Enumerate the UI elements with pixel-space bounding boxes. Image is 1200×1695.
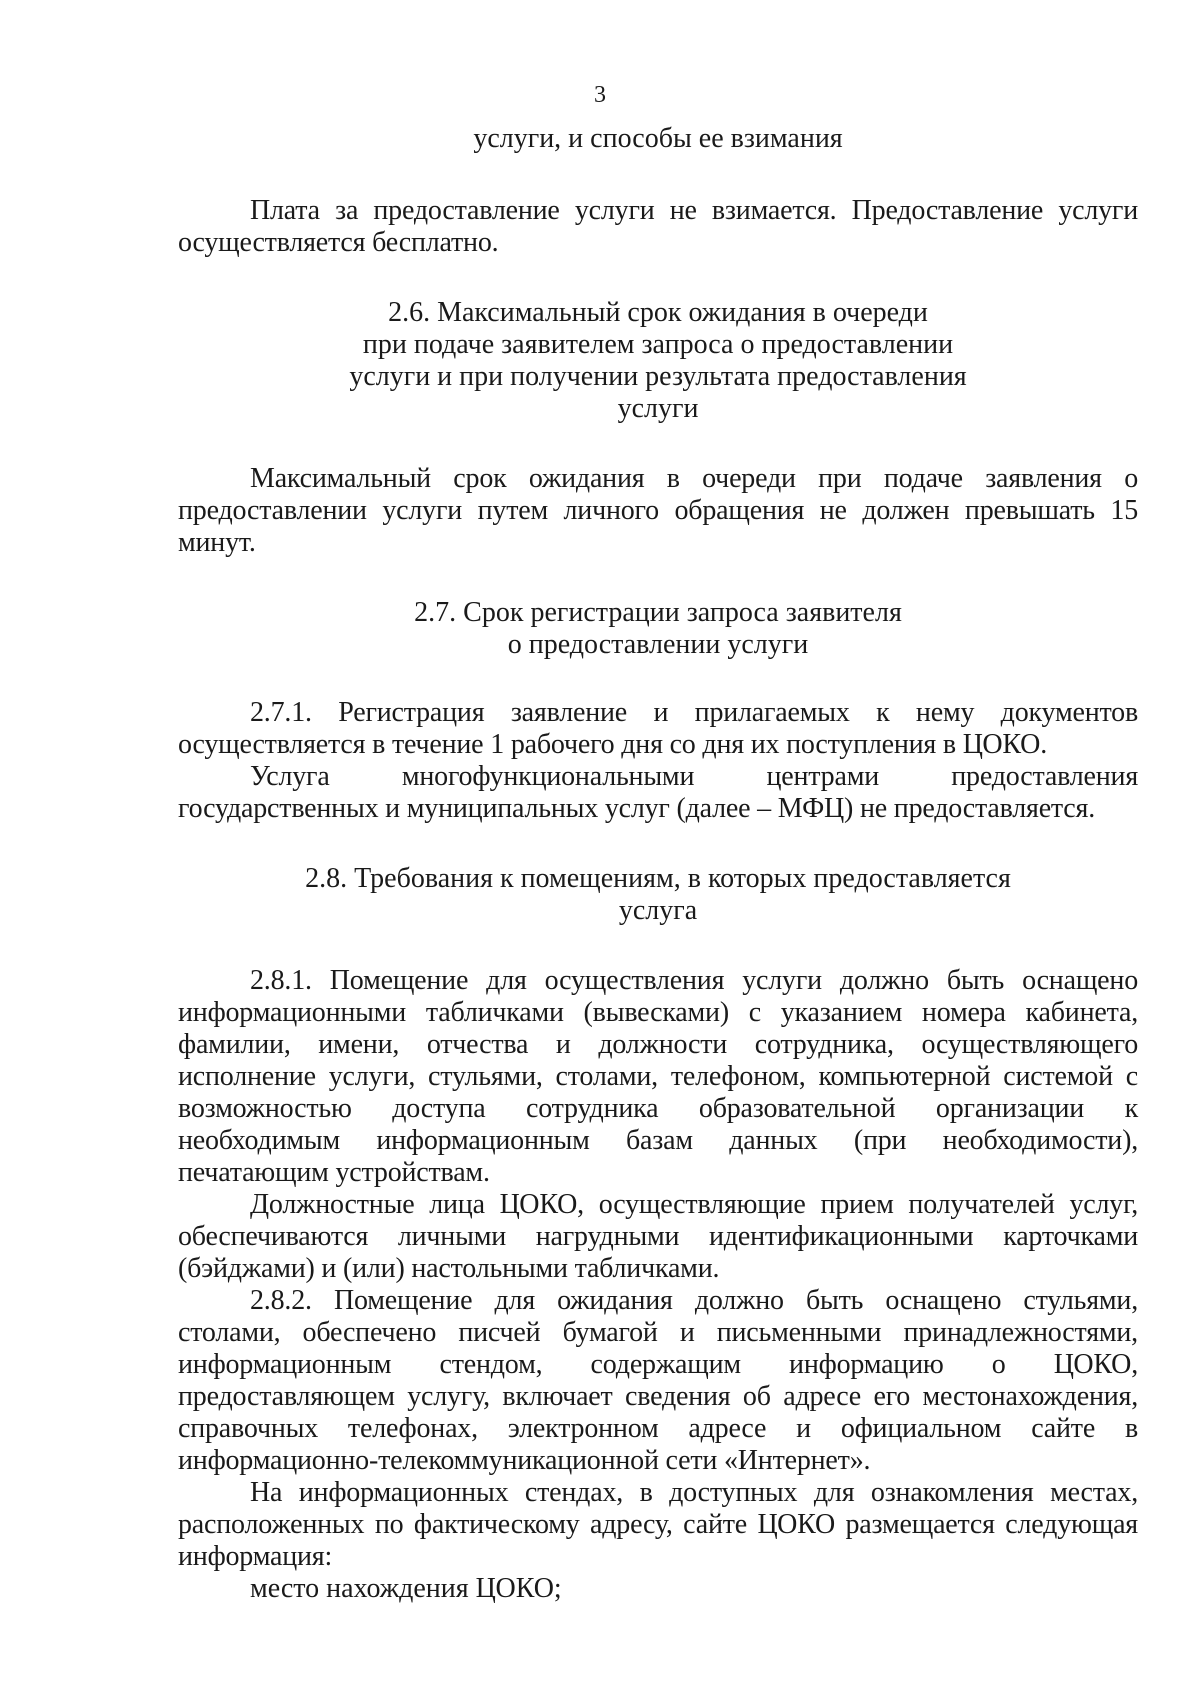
heading-line: 2.7. Срок регистрации запроса заявителя xyxy=(414,597,902,628)
paragraph-fee: Плата за предоставление услуги не взимается. Предоставление услуги осуществляется бесплатно. xyxy=(178,195,1138,258)
paragraph-location: место нахождения ЦОКО; xyxy=(250,1573,562,1604)
heading-line: 2.6. Максимальный срок ожидания в очереди xyxy=(388,297,928,328)
paragraph-2-8-1: 2.8.1. Помещение для осуществления услуги должно быть оснащено информационными табличками (вывесками) с указанием номера кабинета, фамилии, имени, отчества и должности сотрудника, осуществляющего исполнение услуги, стульями, столами, телефоном, компьютерной системой с возможностью доступа сотрудника образовательной организации к необходимым информационным базам данных (при необходимости), печатающим устройствам. xyxy=(178,965,1138,1188)
section-heading-2-5-continuation: услуги, и способы ее взимания xyxy=(473,123,843,154)
heading-line: услуга xyxy=(618,895,698,926)
document-body xyxy=(178,123,1138,1605)
paragraph-info-stands: На информационных стендах, в доступных для ознакомления местах, расположенных по фактическому адресу, сайте ЦОКО размещается следующая информация: xyxy=(178,1477,1138,1572)
heading-line: услуги xyxy=(617,393,699,424)
paragraph-waiting-time: Максимальный срок ожидания в очереди при подаче заявления о предоставлении услуги путем личного обращения не должен превышать 15 минут. xyxy=(178,463,1138,558)
heading-line: при подаче заявителем запроса о предоставлении xyxy=(362,329,954,360)
paragraph-mfc: Услуга многофункциональными центрами предоставления государственных и муниципальных услуг (далее – МФЦ) не предоставляется. xyxy=(178,761,1138,824)
paragraph-officials: Должностные лица ЦОКО, осуществляющие прием получателей услуг, обеспечиваются личными нагрудными идентификационными карточками (бэйджами) и (или) настольными табличками. xyxy=(178,1189,1138,1284)
section-heading-2-7 xyxy=(218,597,1098,661)
heading-line: услуги и при получении результата предоставления xyxy=(349,361,967,392)
heading-line: о предоставлении услуги xyxy=(507,629,809,660)
paragraph-2-7-1: 2.7.1. Регистрация заявление и прилагаемых к нему документов осуществляется в течение 1 рабочего дня со дня их поступления в ЦОКО. xyxy=(178,697,1138,760)
page-number: 3 xyxy=(594,82,606,108)
section-heading-2-6 xyxy=(218,297,1098,425)
section-heading-2-8 xyxy=(218,863,1098,927)
heading-line: 2.8. Требования к помещениям, в которых предоставляется xyxy=(305,863,1011,894)
paragraph-2-8-2: 2.8.2. Помещение для ожидания должно быть оснащено стульями, столами, обеспечено писчей бумагой и письменными принадлежностями, информационным стендом, содержащим информацию о ЦОКО, предоставляющем услугу, включает сведения об адресе его местонахождения, справочных телефонах, электронном адресе и официальном сайте в информационно-телекоммуникационной сети «Интернет». xyxy=(178,1285,1138,1476)
